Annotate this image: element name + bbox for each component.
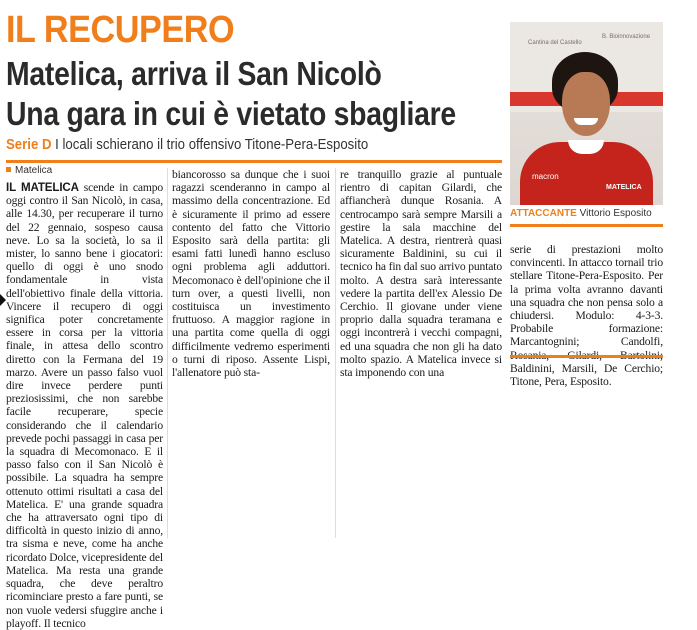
shirt-brand: macron (532, 172, 559, 181)
column-4-end-rule (510, 355, 663, 358)
article-column-4 (510, 243, 663, 388)
player-face (562, 72, 610, 136)
article-lead: IL MATELICA (6, 181, 79, 194)
article-column-1 (6, 181, 163, 630)
photo-caption (510, 208, 652, 219)
player-photo (510, 22, 663, 205)
orange-divider (6, 160, 502, 163)
article-column-3 (340, 168, 502, 379)
column-divider (167, 168, 168, 538)
location-marker-icon (6, 167, 11, 172)
article-column-2 (172, 168, 330, 379)
player-smile (574, 118, 598, 125)
headline-line-1: Matelica, arriva il San Nicolò (6, 55, 382, 92)
column-2-text: biancorosso sa dunque che i suoi ragazzi scenderanno in campo al massimo della concentrazione. Ed è sicuramente il primo ad essere contento del fatto che Vittorio Esposito sarà della partita: gli esami fatti lunedì hanno escluso ogni problema agli adduttori. Mecomonaco è dell'opinione che il turn over, a questi livelli, non costituisca un investimento fruttuoso. A maggior ragione in una partita come quella di oggi difficilmente vedremo esperimenti o turni di riposo. Assente Lispi, l'allenatore può sta- (172, 168, 330, 380)
column-3-text: re tranquillo grazie al puntuale rientro di capitan Gilardi, che affiancherà dunque Rosania. A centrocampo sarà sempre Marsili a gestire la sala macchine del Matelica. A destra, rientrerà quasi sicuramente Baldinini, su cui il tecnico ha fin dal suo arrivo puntato molto. A destra sarà interessante vedere la partita dell'ex Alessio De Cerchio. Il giovane under viene proprio dalla squadra teramana e oggi incontrerà i vecchi compagni, ed una squadra che non gli ha dato molto spazio. A Matelica invece si sta imponendo con una (340, 168, 502, 380)
caption-name: Vittorio Esposito (579, 208, 652, 219)
kicker: IL RECUPERO (6, 9, 235, 51)
sponsor-left: Cantina del Castello (528, 40, 582, 46)
caption-rule (510, 224, 663, 227)
column-1-text: scende in campo oggi contro il San Nicolò, in casa, alle 14.30, per recuperare il turno del 22 gennaio, sospeso causa neve. Lo sa la società, lo sa il mister, lo sanno bene i giocatori: quello di oggi è uno snodo fondamentale in vista dell'obiettivo finale della vittoria. Vincere il recupero di oggi significa poter concretamente essere in corsa per la vittoria finale, in attesa dello scontro diretto con la Fermana del 19 marzo. Avere un passo falso vuol dire invece perdere punti preziosissimi, che non sarebbe facile recuperare, specie considerando che il calendario prevede pochi passaggi in casa per la squadra di Mecomonaco. E il passo falso con il San Nicolò è possibile. La squadra ha sempre ottenuto ottimi risultati a casa del Matelica. E' una grande squadra che ha attraversato ogni tipo di difficoltà in questo inizio di anno, tra sisma e neve, come ha anche ricordato Dolce, vicepresidente del Matelica. Ma resta una grande squadra, che deve peraltro ricominciare presto a fare punti, se non vuole vedersi sfuggire anche i playoff. Il tecnico (6, 181, 164, 630)
subline-text: I locali schierano il trio offensivo Titone-Pera-Esposito (55, 136, 369, 153)
sponsor-right: B. Bioinnovazione (602, 34, 651, 40)
headline-line-2: Una gara in cui è vietato sbagliare (6, 95, 456, 132)
section-tag: Serie D (6, 136, 52, 153)
location-dateline (6, 165, 52, 176)
subline (6, 136, 368, 154)
column-4-text: serie di prestazioni molto convincenti. In attacco tornail trio stellare Titone-Pera-Esposito. Per la prima volta avranno davanti una squadra che non pensa solo a chiudersi. Modulo: 4-3-3. Probabile formazione: Marcantognini; Candolfi, Baldinini, Marsili, De Cerchio; Titone, Pera, Esposito. (510, 243, 663, 389)
caption-role: ATTACCANTE (510, 208, 577, 219)
column-divider (335, 168, 336, 538)
location-text: Matelica (15, 165, 53, 176)
shirt-text: MATELICA (606, 184, 642, 191)
